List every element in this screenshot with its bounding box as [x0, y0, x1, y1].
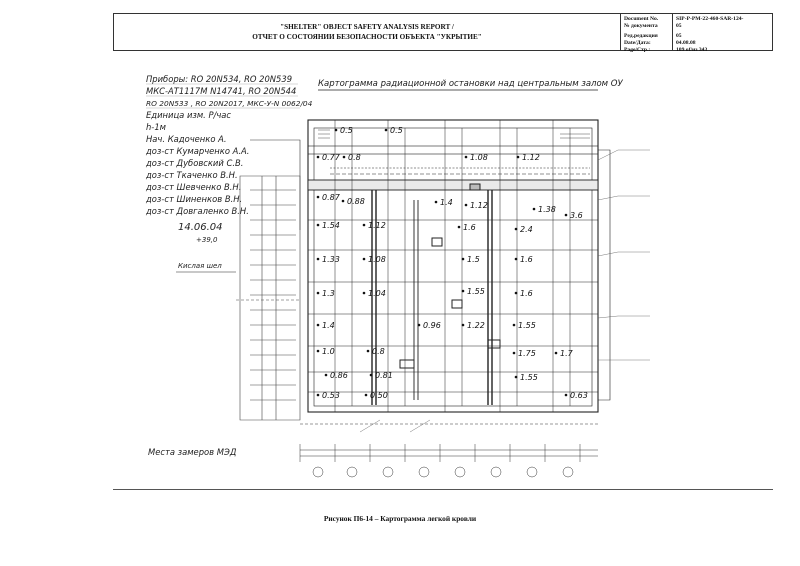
- measurement-point-marker: [465, 156, 468, 159]
- measurement-point-marker: [317, 196, 320, 199]
- notes-block: [145, 74, 313, 233]
- measurement-point-marker: [367, 350, 370, 353]
- date-value: 04.08.08: [676, 40, 696, 46]
- note-line: доз-ст Кумарченко А.А.: [146, 146, 250, 156]
- measurement-point-marker: [317, 292, 320, 295]
- note-line: RO 20N533 , RO 20N2017, МКС-У-N 0062/04: [146, 99, 313, 108]
- dose-rate-reading: 1.38: [538, 205, 556, 214]
- measurement-point-marker: [515, 376, 518, 379]
- dose-rate-reading: 1.54: [322, 221, 340, 230]
- elevation-mark: +39,0: [196, 236, 218, 244]
- measurement-point-marker: [317, 324, 320, 327]
- note-line: доз-ст Ткаченко В.Н.: [146, 170, 238, 180]
- measurement-point-marker: [317, 156, 320, 159]
- dose-rate-reading: 0.87: [322, 193, 340, 202]
- dose-rate-reading: 1.33: [322, 255, 340, 264]
- measurement-point-marker: [515, 258, 518, 261]
- readings-layer: [317, 126, 588, 400]
- report-title-ru: ОТЧЕТ О СОСТОЯНИИ БЕЗОПАСНОСТИ ОБЪЕКТА "УКРЫТИЕ": [252, 33, 482, 41]
- dose-rate-reading: 0.86: [330, 371, 348, 380]
- measurement-point-marker: [462, 290, 465, 293]
- measurement-point-marker: [515, 292, 518, 295]
- dose-rate-reading: 1.75: [518, 349, 536, 358]
- note-line: Единица изм. Р/час: [146, 110, 232, 120]
- dose-rate-reading: 1.55: [520, 373, 538, 382]
- dose-rate-reading: 1.12: [522, 153, 540, 162]
- measurement-point-marker: [565, 394, 568, 397]
- callout-leaders: [360, 150, 650, 432]
- doc-value-2: 05: [676, 23, 682, 29]
- dose-rate-reading: 1.7: [560, 349, 573, 358]
- measurement-point-marker: [363, 258, 366, 261]
- dose-rate-reading: 0.53: [322, 391, 340, 400]
- legend-text: Места замеров МЭД: [148, 447, 237, 457]
- dose-rate-reading: 1.4: [440, 198, 453, 207]
- measurement-point-marker: [325, 374, 328, 377]
- measurement-point-marker: [513, 352, 516, 355]
- dose-rate-reading: 0.50: [370, 391, 388, 400]
- measurement-point-marker: [555, 352, 558, 355]
- note-line: Приборы: RO 20N534, RO 20N539: [146, 74, 293, 84]
- measurement-point-marker: [363, 224, 366, 227]
- measurement-point-marker: [517, 156, 520, 159]
- measurement-point-marker: [317, 224, 320, 227]
- note-line: доз-ст Дубовский С.В.: [146, 158, 244, 168]
- note-line: доз-ст Довгаленко В.Н.: [146, 206, 249, 216]
- measurement-point-marker: [365, 394, 368, 397]
- dose-rate-reading: 1.55: [518, 321, 536, 330]
- dose-rate-reading: 1.4: [322, 321, 335, 330]
- doc-label-en: Document No.: [624, 16, 659, 22]
- dose-rate-reading: 0.63: [570, 391, 588, 400]
- date-label: Date/Дата:: [624, 40, 651, 46]
- rev-value: 05: [676, 33, 682, 39]
- dose-rate-reading: 3.6: [570, 211, 583, 220]
- measurement-point-marker: [462, 258, 465, 261]
- measurement-point-marker: [342, 200, 345, 203]
- measurement-point-marker: [370, 374, 373, 377]
- measurement-point-marker: [335, 129, 338, 132]
- dose-rate-reading: 1.6: [520, 255, 533, 264]
- measurement-point-marker: [317, 350, 320, 353]
- dose-rate-reading: 1.3: [322, 289, 335, 298]
- page-value: 109 of/из 343: [676, 47, 708, 53]
- dose-rate-reading: 0.96: [423, 321, 441, 330]
- note-line: h-1м: [146, 122, 166, 132]
- dose-rate-reading: 0.77: [322, 153, 340, 162]
- dose-rate-reading: 1.08: [368, 255, 386, 264]
- dose-rate-reading: 1.6: [463, 223, 476, 232]
- doc-value-1: SIP-P-PM-22-460-SAR-124-: [676, 16, 744, 22]
- dose-rate-reading: 1.12: [368, 221, 386, 230]
- dose-rate-reading: 0.5: [390, 126, 403, 135]
- side-label: Кислая шел: [178, 262, 222, 270]
- dose-rate-reading: 1.12: [470, 201, 488, 210]
- measurement-point-marker: [458, 226, 461, 229]
- measurement-point-marker: [317, 258, 320, 261]
- dose-rate-reading: 1.04: [368, 289, 386, 298]
- measurement-point-marker: [565, 214, 568, 217]
- note-line: Нач. Кадоченко А.: [146, 134, 227, 144]
- dose-rate-reading: 0.81: [375, 371, 393, 380]
- dose-rate-reading: 1.5: [467, 255, 480, 264]
- measurement-point-marker: [343, 156, 346, 159]
- doc-label-ru: № документа: [624, 23, 658, 29]
- note-line: МКС-АТ1117M N14741, RO 20N544: [146, 86, 297, 96]
- dose-rate-reading: 2.4: [520, 225, 533, 234]
- dose-rate-reading: 1.0: [322, 347, 335, 356]
- dose-rate-reading: 1.22: [467, 321, 485, 330]
- measurement-point-marker: [418, 324, 421, 327]
- measurement-point-marker: [385, 129, 388, 132]
- report-title-en: "SHELTER" OBJECT SAFETY ANALYSIS REPORT /: [280, 23, 454, 31]
- dose-rate-reading: 0.8: [348, 153, 361, 162]
- measurement-point-marker: [515, 228, 518, 231]
- page-label: Page/Стр.:: [624, 47, 651, 53]
- rev-label: Ред.редакция: [624, 33, 658, 39]
- dose-rate-reading: 1.08: [470, 153, 488, 162]
- dose-rate-reading: 0.88: [347, 197, 365, 206]
- measurement-point-marker: [462, 324, 465, 327]
- roof-plan: [308, 120, 610, 412]
- measurement-point-marker: [363, 292, 366, 295]
- dose-rate-reading: 1.55: [467, 287, 485, 296]
- dimension-axis: [300, 424, 598, 477]
- measurement-point-marker: [465, 204, 468, 207]
- drawing-title: Картограмма радиационной остановки над центральным залом ОУ: [318, 79, 623, 89]
- note-line: доз-ст Шиненков В.Н.: [146, 194, 243, 204]
- page-rule: [113, 489, 773, 490]
- note-line: доз-ст Шевченко В.Н.: [146, 182, 242, 192]
- measurement-point-marker: [435, 201, 438, 204]
- dose-rate-reading: 0.8: [372, 347, 385, 356]
- measurement-date: 14.06.04: [178, 222, 223, 233]
- measurement-point-marker: [533, 208, 536, 211]
- figure-caption: Рисунок П6-14 – Картограмма легкой кровли: [323, 514, 477, 523]
- measurement-point-marker: [513, 324, 516, 327]
- dose-rate-reading: 0.5: [340, 126, 353, 135]
- dose-rate-reading: 1.6: [520, 289, 533, 298]
- measurement-point-marker: [317, 394, 320, 397]
